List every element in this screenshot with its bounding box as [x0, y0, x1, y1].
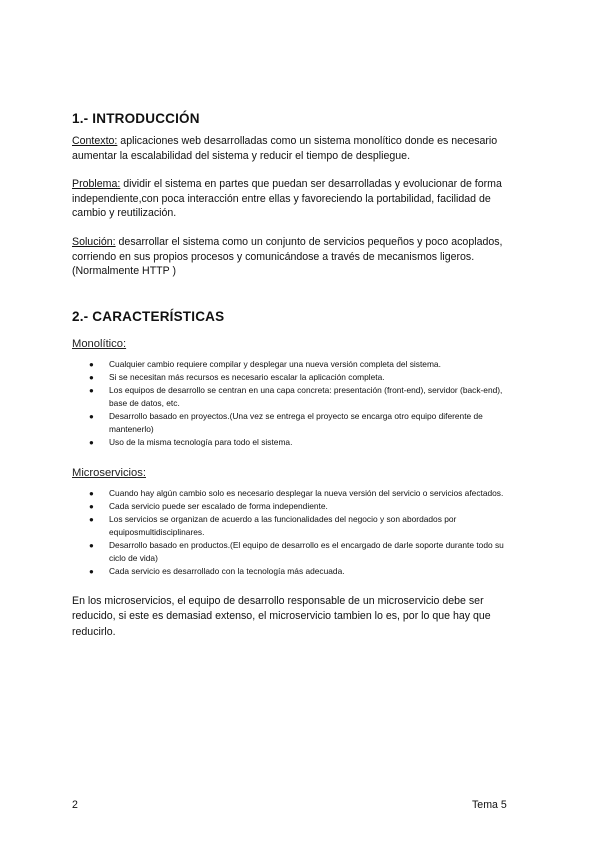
page-content [72, 111, 522, 655]
bullet-icon: ● [89, 385, 94, 395]
page-number: 2 [72, 799, 78, 811]
list-item: ● Desarrollo basado en productos.(El equipo de desarrollo es el encargado de darle soporte durante todo su ciclo de vida) [89, 539, 504, 563]
list-item: ● Desarrollo basado en proyectos.(Una vez se entrega el proyecto se encarga otro equipo diferente de mantenerlo) [89, 410, 483, 434]
contexto-label: Contexto: [72, 135, 118, 147]
bullet-icon: ● [89, 411, 94, 421]
list-item: ● Uso de la misma tecnología para todo el sistema. [89, 436, 293, 447]
list-item: ● Si se necesitan más recursos es necesario escalar la aplicación completa. [89, 371, 385, 382]
microservicios-list [72, 487, 522, 578]
bullet-icon: ● [89, 566, 94, 576]
problema-label: Problema: [72, 178, 121, 191]
bullet-icon: ● [89, 488, 94, 498]
list-item: ● Cada servicio puede ser escalado de forma independiente. [89, 500, 328, 511]
bullet-icon: ● [89, 514, 94, 524]
closing-paragraph: En los microservicios, el equipo de desarrollo responsable de un microservicio debe ser reducido, si este es demasiad extenso, el microservicio tambien lo es, por lo que hay que reducirlo. [72, 594, 491, 638]
bullet-icon: ● [89, 359, 94, 369]
solucion-paragraph [72, 235, 522, 279]
list-item: ● Los servicios se organizan de acuerdo a las funcionalidades del negocio y son abordados por equiposmultidisciplinares. [89, 513, 457, 537]
section-heading-introduccion: 1.- INTRODUCCIÓN [72, 111, 200, 126]
bullet-icon: ● [89, 540, 94, 550]
contexto-paragraph [72, 134, 522, 163]
list-item: ● Cualquier cambio requiere compilar y desplegar una nueva versión completa del sistema. [89, 358, 441, 369]
solucion-text: desarrollar el sistema como un conjunto de servicios pequeños y poco acoplados, corriendo en sus propios procesos y comunicándose a través de mecanismos ligeros.(Normalmente HTTP ) [72, 235, 503, 278]
list-item: ● Cada servicio es desarrollado con la tecnología más adecuada. [89, 565, 345, 576]
bullet-icon: ● [89, 501, 94, 511]
microservicios-subheading: Microservicios: [72, 466, 146, 479]
problema-paragraph [72, 177, 522, 221]
problema-text: dividir el sistema en partes que puedan ser desarrolladas y evolucionar de forma independiente,con poca interacción entre ellas y favoreciendo la portabilidad, facilidad de cambio y reutilización. [72, 178, 502, 220]
list-item: ● Cuando hay algún cambio solo es necesario desplegar la nueva versión del servicio o servicios afectados. [89, 487, 504, 498]
bullet-icon: ● [89, 437, 94, 447]
monolitico-subheading: Monolítico: [72, 337, 127, 350]
contexto-text: aplicaciones web desarrolladas como un sistema monolítico donde es necesario aumentar la escalabilidad del sistema y reducir el tiempo de despliegue. [72, 135, 498, 162]
list-item: ● Los equipos de desarrollo se centran en una capa concreta: presentación (front-end), servidor (back-end), base de datos, etc. [89, 384, 503, 408]
bullet-icon: ● [89, 372, 94, 382]
solucion-label: Solución: [72, 235, 116, 248]
monolitico-list [72, 358, 522, 449]
chapter-label: Tema 5 [472, 799, 507, 811]
section-heading-caracteristicas: 2.- CARACTERÍSTICAS [72, 308, 225, 324]
